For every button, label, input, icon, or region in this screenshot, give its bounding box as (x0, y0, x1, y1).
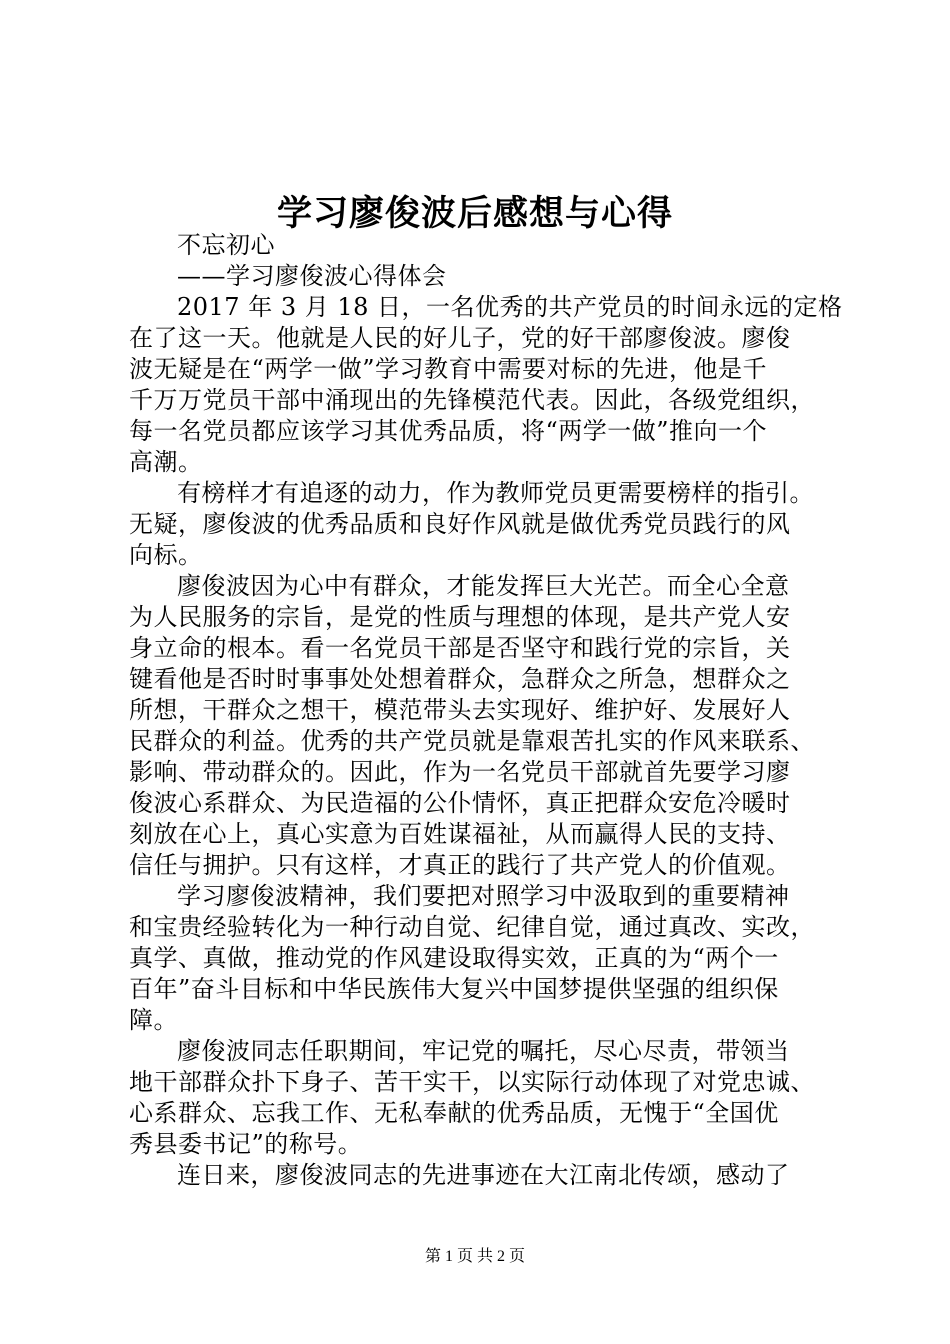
text-line: 秀县委书记”的称号。 (129, 1130, 363, 1158)
text-line: 学习廖俊波精神，我们要把对照学习中汲取到的重要精神 (177, 882, 790, 910)
subtitle-line: 不忘初心 (177, 231, 275, 259)
text-line: 百年”奋斗目标和中华民族伟大复兴中国梦提供坚强的组织保 (129, 975, 779, 1003)
text-line: 地干部群众扑下身子、苦干实干，以实际行动体现了对党忠诚、 (129, 1068, 815, 1096)
document-title: 学习廖俊波后感想与心得 (276, 193, 673, 234)
page-number-footer: 第 1 页 共 2 页 (424, 1248, 525, 1265)
text-line: 为人民服务的宗旨，是党的性质与理想的体现，是共产党人安 (129, 603, 791, 631)
text-line: 民群众的利益。优秀的共产党员就是靠艰苦扎实的作风来联系、 (129, 727, 815, 755)
text-line: 向标。 (129, 541, 203, 569)
paragraph (129, 571, 825, 881)
text-line: 高潮。 (129, 448, 203, 476)
text-line: 所想，干群众之想干，模范带头去实现好、维护好、发展好人 (129, 696, 791, 724)
text-line: 心系群众、忘我工作、无私奉献的优秀品质，无愧于“全国优 (129, 1099, 779, 1127)
paragraph (129, 881, 825, 1036)
text-line: 每一名党员都应该学习其优秀品质，将“两学一做”推向一个 (129, 417, 768, 445)
text-line: 刻放在心上，真心实意为百姓谋福祉，从而赢得人民的支持、 (129, 820, 791, 848)
text-line: 和宝贵经验转化为一种行动自觉、纪律自觉，通过真改、实改， (129, 913, 815, 941)
text-line: 影响、带动群众的。因此，作为一名党员干部就首先要学习廖 (129, 758, 791, 786)
text-line: 有榜样才有追逐的动力，作为教师党员更需要榜样的指引。 (177, 479, 814, 507)
text-line: 千万万党员干部中涌现出的先锋模范代表。因此，各级党组织， (129, 386, 815, 414)
text-line: 真学、真做，推动党的作风建设取得实效，正真的为“两个一 (129, 944, 779, 972)
text-line: 无疑，廖俊波的优秀品质和良好作风就是做优秀党员践行的风 (129, 510, 791, 538)
document-body (129, 230, 843, 1191)
paragraph (129, 292, 843, 478)
text-line: 障。 (129, 1006, 178, 1034)
text-line: 廖俊波同志任职期间，牢记党的嘱托，尽心尽责，带领当 (177, 1037, 790, 1065)
text-line: 波无疑是在“两学一做”学习教育中需要对标的先进，他是千 (129, 355, 768, 383)
text-line: 2017 年 3 月 18 日，一名优秀的共产党员的时间永远的定格 (177, 293, 843, 321)
text-line: 键看他是否时时事事处处想着群众，急群众之所急，想群众之 (129, 665, 791, 693)
paragraph (129, 1160, 825, 1191)
text-line: 俊波心系群众、为民造福的公仆情怀，真正把群众安危冷暖时 (129, 789, 791, 817)
paragraph (129, 478, 825, 571)
subtitle-line: ——学习廖俊波心得体会 (177, 262, 447, 290)
text-line: 在了这一天。他就是人民的好儿子，党的好干部廖俊波。廖俊 (129, 324, 791, 352)
paragraph (129, 1036, 825, 1160)
text-line: 信任与拥护。只有这样，才真正的践行了共产党人的价值观。 (129, 851, 791, 879)
text-line: 身立命的根本。看一名党员干部是否坚守和践行党的宗旨，关 (129, 634, 791, 662)
text-line: 连日来，廖俊波同志的先进事迹在大江南北传颂，感动了 (177, 1161, 790, 1189)
text-line: 廖俊波因为心中有群众，才能发挥巨大光芒。而全心全意 (177, 572, 790, 600)
